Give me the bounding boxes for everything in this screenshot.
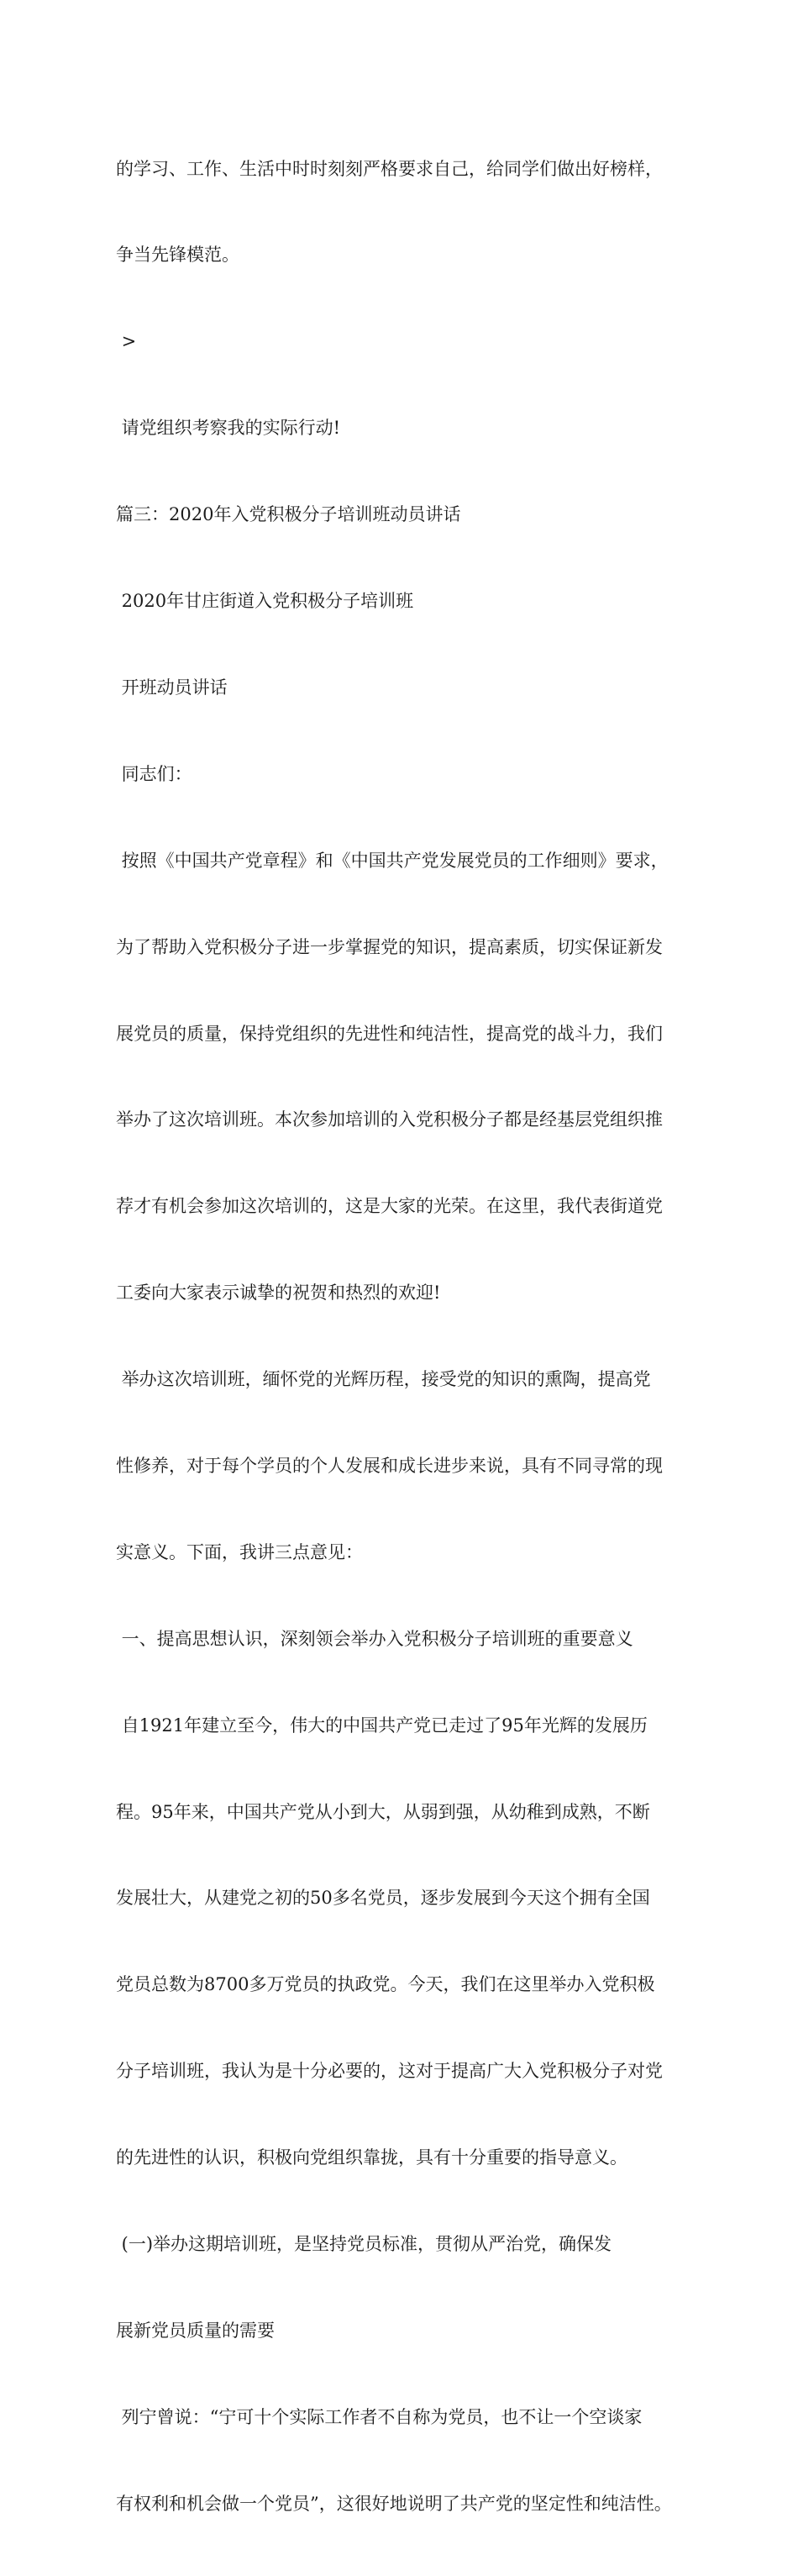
text-line: 一、提高思想认识，深刻领会举办入党积极分子培训班的重要意义 — [116, 1628, 633, 1649]
text-line: 的先进性的认识，积极向党组织靠拢，具有十分重要的指导意义。 — [116, 2147, 627, 2168]
text-line: 的学习、工作、生活中时时刻刻严格要求自己，给同学们做出好榜样， — [116, 158, 663, 179]
text-line: 党员总数为8700多万党员的执政党。今天，我们在这里举办入党积极 — [116, 1974, 655, 1995]
text-line: 按照《中国共产党章程》和《中国共产党发展党员的工作细则》要求， — [116, 850, 669, 871]
text-line: 开班动员讲话 — [116, 677, 228, 698]
text-line: 为了帮助入党积极分子进一步掌握党的知识，提高素质，切实保证新发 — [116, 936, 663, 957]
text-line: 请党组织考察我的实际行动! — [116, 418, 341, 439]
text-line: 工委向大家表示诚挚的祝贺和热烈的欢迎! — [116, 1283, 441, 1304]
text-line: 有权利和机会做一个党员”，这很好地说明了共产党的坚定性和纯洁性。 — [116, 2493, 672, 2514]
text-line: 实意义。下面，我讲三点意见： — [116, 1541, 363, 1562]
text-line: 展党员的质量，保持党组织的先进性和纯洁性，提高党的战斗力，我们 — [116, 1023, 663, 1044]
text-line: 荐才有机会参加这次培训的，这是大家的光荣。在这里，我代表街道党 — [116, 1196, 663, 1217]
text-line: 列宁曾说：“宁可十个实际工作者不自称为党员，也不让一个空谈家 — [116, 2406, 643, 2427]
text-line: 展新党员质量的需要 — [116, 2320, 275, 2341]
text-line: 同志们： — [116, 763, 192, 784]
text-line: 举办了这次培训班。本次参加培训的入党积极分子都是经基层党组织推 — [116, 1109, 663, 1130]
text-line: 争当先锋模范。 — [116, 245, 239, 266]
text-line: 分子培训班，我认为是十分必要的，这对于提高广大入党积极分子对党 — [116, 2061, 663, 2082]
text-line: 程。95年来，中国共产党从小到大，从弱到强，从幼稚到成熟，不断 — [116, 1801, 650, 1822]
text-line: (一)举办这期培训班，是坚持党员标准，贯彻从严治党，确保发 — [116, 2233, 612, 2254]
document-body — [116, 97, 704, 2576]
text-line: 发展壮大，从建党之初的50多名党员，逐步发展到今天这个拥有全国 — [116, 1888, 650, 1909]
text-line: 性修养，对于每个学员的个人发展和成长进步来说，具有不同寻常的现 — [116, 1455, 663, 1476]
text-line: 自1921年建立至今，伟大的中国共产党已走过了95年光辉的发展历 — [116, 1715, 648, 1736]
section-heading: 篇三：2020年入党积极分子培训班动员讲话 — [116, 504, 461, 525]
text-line: 2020年甘庄街道入党积极分子培训班 — [116, 591, 414, 612]
text-line: 举办这次培训班，缅怀党的光辉历程，接受党的知识的熏陶，提高党 — [116, 1369, 651, 1390]
text-line: > — [116, 331, 137, 352]
